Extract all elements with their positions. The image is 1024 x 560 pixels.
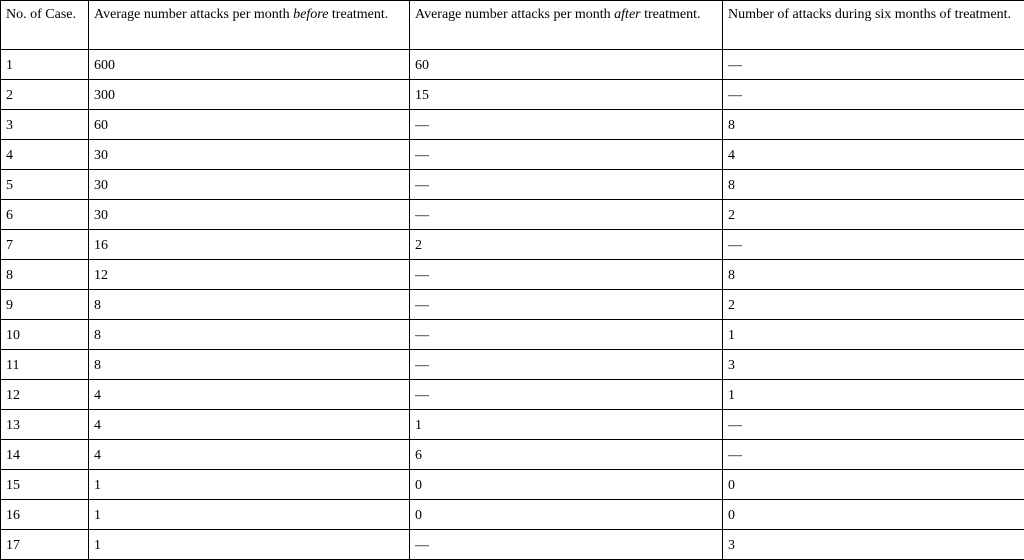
during-cell: 8 bbox=[723, 170, 1024, 200]
header-attacks-before: Average number attacks per month before treatment. bbox=[89, 1, 410, 50]
after-cell: 6 bbox=[410, 440, 723, 470]
after-cell: 15 bbox=[410, 80, 723, 110]
table-row bbox=[1, 410, 1024, 440]
after-cell: — bbox=[410, 140, 723, 170]
during-cell: 0 bbox=[723, 470, 1024, 500]
after-cell: — bbox=[410, 380, 723, 410]
table-row bbox=[1, 170, 1024, 200]
during-cell: — bbox=[723, 230, 1024, 260]
during-cell: 4 bbox=[723, 140, 1024, 170]
before-cell: 1 bbox=[89, 500, 410, 530]
table-row bbox=[1, 50, 1024, 80]
before-cell: 30 bbox=[89, 200, 410, 230]
after-cell: — bbox=[410, 320, 723, 350]
after-cell: — bbox=[410, 110, 723, 140]
table-row bbox=[1, 260, 1024, 290]
table-row bbox=[1, 80, 1024, 110]
before-cell: 300 bbox=[89, 80, 410, 110]
case-number-cell: 14 bbox=[1, 440, 89, 470]
before-cell: 12 bbox=[89, 260, 410, 290]
case-number-cell: 12 bbox=[1, 380, 89, 410]
during-cell: 2 bbox=[723, 290, 1024, 320]
before-cell: 4 bbox=[89, 410, 410, 440]
before-cell: 30 bbox=[89, 170, 410, 200]
case-number-cell: 11 bbox=[1, 350, 89, 380]
after-cell: 1 bbox=[410, 410, 723, 440]
table-row bbox=[1, 140, 1024, 170]
table-row bbox=[1, 290, 1024, 320]
during-cell: 3 bbox=[723, 350, 1024, 380]
table-row bbox=[1, 110, 1024, 140]
before-cell: 4 bbox=[89, 440, 410, 470]
table-row bbox=[1, 350, 1024, 380]
before-cell: 1 bbox=[89, 530, 410, 560]
before-cell: 1 bbox=[89, 470, 410, 500]
before-cell: 600 bbox=[89, 50, 410, 80]
header-row bbox=[1, 1, 1024, 50]
case-number-cell: 5 bbox=[1, 170, 89, 200]
during-cell: 1 bbox=[723, 380, 1024, 410]
after-cell: 0 bbox=[410, 470, 723, 500]
during-cell: — bbox=[723, 440, 1024, 470]
table-row bbox=[1, 440, 1024, 470]
case-number-cell: 1 bbox=[1, 50, 89, 80]
after-cell: 2 bbox=[410, 230, 723, 260]
table-row bbox=[1, 380, 1024, 410]
after-cell: — bbox=[410, 170, 723, 200]
table-row bbox=[1, 320, 1024, 350]
case-number-cell: 8 bbox=[1, 260, 89, 290]
after-cell: — bbox=[410, 200, 723, 230]
table-row bbox=[1, 230, 1024, 260]
after-cell: — bbox=[410, 260, 723, 290]
before-cell: 8 bbox=[89, 320, 410, 350]
after-cell: 60 bbox=[410, 50, 723, 80]
header-case-number: No. of Case. bbox=[1, 1, 89, 50]
after-cell: — bbox=[410, 350, 723, 380]
during-cell: 0 bbox=[723, 500, 1024, 530]
before-cell: 8 bbox=[89, 290, 410, 320]
after-cell: — bbox=[410, 290, 723, 320]
during-cell: — bbox=[723, 50, 1024, 80]
after-cell: 0 bbox=[410, 500, 723, 530]
case-number-cell: 17 bbox=[1, 530, 89, 560]
during-cell: — bbox=[723, 410, 1024, 440]
case-number-cell: 10 bbox=[1, 320, 89, 350]
case-number-cell: 4 bbox=[1, 140, 89, 170]
before-cell: 8 bbox=[89, 350, 410, 380]
case-number-cell: 16 bbox=[1, 500, 89, 530]
case-number-cell: 3 bbox=[1, 110, 89, 140]
header-attacks-during: Number of attacks during six months of treatment. bbox=[723, 1, 1024, 50]
table-header bbox=[1, 1, 1024, 50]
before-cell: 30 bbox=[89, 140, 410, 170]
during-cell: 8 bbox=[723, 260, 1024, 290]
table-row bbox=[1, 500, 1024, 530]
before-cell: 60 bbox=[89, 110, 410, 140]
table-row bbox=[1, 470, 1024, 500]
case-number-cell: 2 bbox=[1, 80, 89, 110]
table-body bbox=[1, 50, 1024, 560]
during-cell: 1 bbox=[723, 320, 1024, 350]
case-number-cell: 6 bbox=[1, 200, 89, 230]
case-number-cell: 7 bbox=[1, 230, 89, 260]
after-cell: — bbox=[410, 530, 723, 560]
case-number-cell: 9 bbox=[1, 290, 89, 320]
case-number-cell: 13 bbox=[1, 410, 89, 440]
table-row bbox=[1, 530, 1024, 560]
case-number-cell: 15 bbox=[1, 470, 89, 500]
header-attacks-after: Average number attacks per month after treatment. bbox=[410, 1, 723, 50]
during-cell: 2 bbox=[723, 200, 1024, 230]
table-row bbox=[1, 200, 1024, 230]
before-cell: 16 bbox=[89, 230, 410, 260]
during-cell: 3 bbox=[723, 530, 1024, 560]
during-cell: — bbox=[723, 80, 1024, 110]
during-cell: 8 bbox=[723, 110, 1024, 140]
before-cell: 4 bbox=[89, 380, 410, 410]
